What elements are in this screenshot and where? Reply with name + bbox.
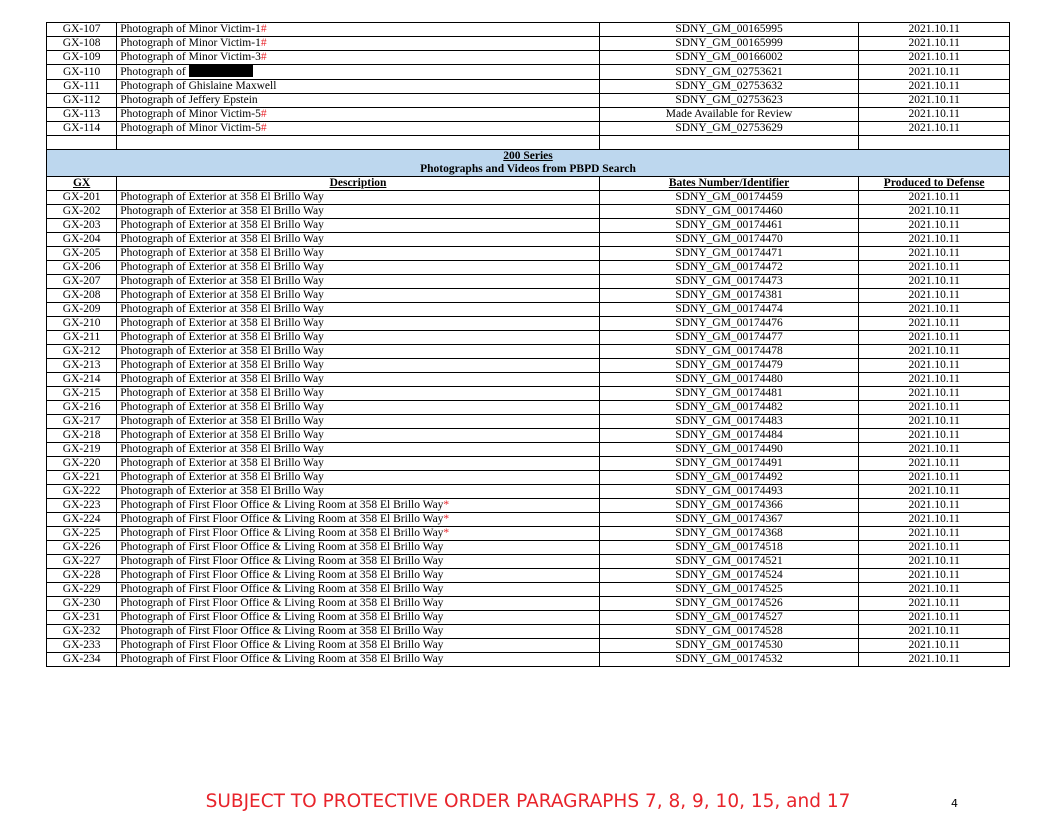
table-row: [47, 429, 1010, 443]
exhibit-number: GX-232: [47, 625, 117, 639]
exhibit-number: GX-221: [47, 471, 117, 485]
exhibit-description: [117, 555, 600, 569]
table-row: [47, 373, 1010, 387]
exhibit-number: GX-210: [47, 317, 117, 331]
description-text: Photograph of Exterior at 358 El Brillo Way: [120, 345, 324, 357]
exhibit-number: GX-227: [47, 555, 117, 569]
bates-number: SDNY_GM_00174477: [599, 331, 859, 345]
produced-date: 2021.10.11: [859, 122, 1010, 136]
exhibit-description: [117, 541, 600, 555]
description-text: Photograph of First Floor Office & Living Room at 358 El Brillo Way: [120, 569, 444, 581]
produced-date: 2021.10.11: [859, 597, 1010, 611]
table-row: [47, 387, 1010, 401]
description-text: Photograph of Exterior at 358 El Brillo Way: [120, 415, 324, 427]
table-row: [47, 569, 1010, 583]
exhibit-number: GX-113: [47, 108, 117, 122]
produced-date: 2021.10.11: [859, 443, 1010, 457]
description-text: Photograph of Exterior at 358 El Brillo Way: [120, 401, 324, 413]
table-row: [47, 611, 1010, 625]
table-row: [47, 625, 1010, 639]
description-text: Photograph of Minor Victim-1: [120, 23, 261, 35]
produced-date: 2021.10.11: [859, 359, 1010, 373]
exhibit-description: [117, 289, 600, 303]
table-row: [47, 345, 1010, 359]
description-text: Photograph of Exterior at 358 El Brillo Way: [120, 485, 324, 497]
bates-number: SDNY_GM_02753621: [599, 65, 859, 80]
description-text: Photograph of Exterior at 358 El Brillo Way: [120, 289, 324, 301]
bates-number: SDNY_GM_00174476: [599, 317, 859, 331]
exhibit-description: [117, 122, 600, 136]
produced-date: 2021.10.11: [859, 247, 1010, 261]
bates-number: SDNY_GM_00174490: [599, 443, 859, 457]
annotation-mark: *: [443, 513, 450, 525]
produced-date: 2021.10.11: [859, 569, 1010, 583]
table-row: [47, 527, 1010, 541]
exhibit-description: [117, 261, 600, 275]
table-row: [47, 219, 1010, 233]
col-header-description: Description: [117, 177, 600, 191]
exhibit-description: [117, 639, 600, 653]
bates-number: SDNY_GM_00174473: [599, 275, 859, 289]
description-text: Photograph of First Floor Office & Living Room at 358 El Brillo Way: [120, 625, 444, 637]
bates-number: SDNY_GM_00174482: [599, 401, 859, 415]
col-header-produced: Produced to Defense: [859, 177, 1010, 191]
exhibit-description: [117, 65, 600, 80]
produced-date: 2021.10.11: [859, 429, 1010, 443]
description-text: Photograph of First Floor Office & Living Room at 358 El Brillo Way: [120, 541, 444, 553]
exhibit-description: [117, 51, 600, 65]
description-text: Photograph of Exterior at 358 El Brillo Way: [120, 317, 324, 329]
column-header-row: [47, 177, 1010, 191]
table-row: [47, 37, 1010, 51]
exhibit-description: [117, 625, 600, 639]
description-text: Photograph of Exterior at 358 El Brillo Way: [120, 205, 324, 217]
table-row: [47, 513, 1010, 527]
table-row: [47, 555, 1010, 569]
blank-separator: [47, 136, 1010, 150]
exhibit-description: [117, 359, 600, 373]
table-row: [47, 94, 1010, 108]
produced-date: 2021.10.11: [859, 303, 1010, 317]
exhibit-description: [117, 485, 600, 499]
exhibit-number: GX-214: [47, 373, 117, 387]
annotation-mark: #: [260, 51, 267, 63]
table-row: [47, 51, 1010, 65]
produced-date: 2021.10.11: [859, 205, 1010, 219]
annotation-mark: #: [260, 23, 267, 35]
blank-row: [47, 136, 1010, 150]
table-row: [47, 65, 1010, 80]
exhibit-number: GX-219: [47, 443, 117, 457]
description-text: Photograph of Minor Victim-5: [120, 108, 261, 120]
bates-number: SDNY_GM_00174484: [599, 429, 859, 443]
bates-number: SDNY_GM_00174368: [599, 527, 859, 541]
table-row: [47, 359, 1010, 373]
produced-date: 2021.10.11: [859, 583, 1010, 597]
description-text: Photograph of First Floor Office & Living Room at 358 El Brillo Way: [120, 611, 444, 623]
annotation-mark: *: [443, 499, 450, 511]
exhibit-number: GX-223: [47, 499, 117, 513]
produced-date: 2021.10.11: [859, 65, 1010, 80]
table-row: [47, 457, 1010, 471]
exhibit-description: [117, 345, 600, 359]
bates-number: SDNY_GM_00174525: [599, 583, 859, 597]
exhibit-description: [117, 443, 600, 457]
produced-date: 2021.10.11: [859, 485, 1010, 499]
bates-number: SDNY_GM_00174366: [599, 499, 859, 513]
col-header-gx: GX: [47, 177, 117, 191]
table-row: [47, 401, 1010, 415]
table-row: [47, 331, 1010, 345]
produced-date: 2021.10.11: [859, 94, 1010, 108]
description-text: Photograph of First Floor Office & Living Room at 358 El Brillo Way: [120, 513, 444, 525]
exhibit-description: [117, 317, 600, 331]
bates-number: SDNY_GM_00174532: [599, 653, 859, 667]
exhibit-description: [117, 415, 600, 429]
description-text: Photograph of Exterior at 358 El Brillo Way: [120, 373, 324, 385]
exhibit-number: GX-110: [47, 65, 117, 80]
bates-number: SDNY_GM_00174459: [599, 191, 859, 205]
produced-date: 2021.10.11: [859, 261, 1010, 275]
top-rows: [47, 23, 1010, 136]
produced-date: 2021.10.11: [859, 373, 1010, 387]
produced-date: 2021.10.11: [859, 219, 1010, 233]
exhibit-number: GX-234: [47, 653, 117, 667]
exhibit-description: [117, 247, 600, 261]
description-text: Photograph of Exterior at 358 El Brillo Way: [120, 275, 324, 287]
table-row: [47, 499, 1010, 513]
description-text: Photograph of Exterior at 358 El Brillo Way: [120, 247, 324, 259]
exhibit-description: [117, 457, 600, 471]
bates-number: Made Available for Review: [599, 108, 859, 122]
table-row: [47, 233, 1010, 247]
description-text: Photograph of First Floor Office & Living Room at 358 El Brillo Way: [120, 555, 444, 567]
exhibit-number: GX-213: [47, 359, 117, 373]
description-text: Photograph of First Floor Office & Living Room at 358 El Brillo Way: [120, 639, 444, 651]
series-subtitle: Photographs and Videos from PBPD Search: [420, 163, 636, 175]
bates-number: SDNY_GM_00174478: [599, 345, 859, 359]
exhibit-number: GX-211: [47, 331, 117, 345]
bates-number: SDNY_GM_00174528: [599, 625, 859, 639]
exhibit-number: GX-224: [47, 513, 117, 527]
exhibit-list-table: [46, 22, 1010, 667]
exhibit-number: GX-111: [47, 80, 117, 94]
bates-number: SDNY_GM_00174530: [599, 639, 859, 653]
table-row: [47, 485, 1010, 499]
produced-date: 2021.10.11: [859, 415, 1010, 429]
table-row: [47, 471, 1010, 485]
exhibit-description: [117, 429, 600, 443]
exhibit-description: [117, 597, 600, 611]
description-text: Photograph of First Floor Office & Living Room at 358 El Brillo Way: [120, 653, 444, 665]
bates-number: SDNY_GM_00174472: [599, 261, 859, 275]
table-row: [47, 261, 1010, 275]
exhibit-number: GX-208: [47, 289, 117, 303]
produced-date: 2021.10.11: [859, 471, 1010, 485]
redaction-box: [189, 65, 253, 77]
bates-number: SDNY_GM_00174483: [599, 415, 859, 429]
description-text: Photograph of Minor Victim-1: [120, 37, 261, 49]
exhibit-number: GX-108: [47, 37, 117, 51]
exhibit-description: [117, 108, 600, 122]
description-text: Photograph of First Floor Office & Living Room at 358 El Brillo Way: [120, 583, 444, 595]
bates-number: SDNY_GM_00174524: [599, 569, 859, 583]
exhibit-description: [117, 513, 600, 527]
table-row: [47, 247, 1010, 261]
exhibit-number: GX-229: [47, 583, 117, 597]
produced-date: 2021.10.11: [859, 625, 1010, 639]
bates-number: SDNY_GM_02753623: [599, 94, 859, 108]
annotation-mark: #: [260, 122, 267, 134]
exhibit-number: GX-201: [47, 191, 117, 205]
produced-date: 2021.10.11: [859, 233, 1010, 247]
produced-date: 2021.10.11: [859, 191, 1010, 205]
bates-number: SDNY_GM_00174526: [599, 597, 859, 611]
description-text: Photograph of Ghislaine Maxwell: [120, 80, 277, 92]
bates-number: SDNY_GM_00174481: [599, 387, 859, 401]
bates-number: SDNY_GM_02753632: [599, 80, 859, 94]
produced-date: 2021.10.11: [859, 289, 1010, 303]
table-row: [47, 415, 1010, 429]
exhibit-number: GX-207: [47, 275, 117, 289]
table-row: [47, 317, 1010, 331]
description-text: Photograph of Jeffery Epstein: [120, 94, 258, 106]
exhibit-number: GX-204: [47, 233, 117, 247]
description-text: Photograph of Exterior at 358 El Brillo Way: [120, 191, 324, 203]
description-text: Photograph of Minor Victim-5: [120, 122, 261, 134]
series-header: [47, 150, 1010, 191]
bates-number: SDNY_GM_00174460: [599, 205, 859, 219]
produced-date: 2021.10.11: [859, 345, 1010, 359]
annotation-mark: #: [260, 37, 267, 49]
description-text: Photograph of Exterior at 358 El Brillo Way: [120, 471, 324, 483]
bates-number: SDNY_GM_00174480: [599, 373, 859, 387]
exhibit-number: GX-230: [47, 597, 117, 611]
table-row: [47, 23, 1010, 37]
table-row: [47, 443, 1010, 457]
exhibit-description: [117, 401, 600, 415]
bates-number: SDNY_GM_00174479: [599, 359, 859, 373]
produced-date: 2021.10.11: [859, 401, 1010, 415]
produced-date: 2021.10.11: [859, 51, 1010, 65]
exhibit-description: [117, 191, 600, 205]
description-text: Photograph of First Floor Office & Living Room at 358 El Brillo Way: [120, 527, 444, 539]
exhibit-description: [117, 94, 600, 108]
protective-order-notice: SUBJECT TO PROTECTIVE ORDER PARAGRAPHS 7, 8, 9, 10, 15, and 17: [205, 791, 851, 812]
table-row: [47, 275, 1010, 289]
produced-date: 2021.10.11: [859, 457, 1010, 471]
description-text: Photograph of Exterior at 358 El Brillo Way: [120, 219, 324, 231]
description-text: Photograph of Exterior at 358 El Brillo Way: [120, 359, 324, 371]
exhibit-number: GX-114: [47, 122, 117, 136]
exhibit-number: GX-225: [47, 527, 117, 541]
exhibit-description: [117, 219, 600, 233]
bates-number: SDNY_GM_00174471: [599, 247, 859, 261]
col-header-bates: Bates Number/Identifier: [599, 177, 859, 191]
exhibit-number: GX-212: [47, 345, 117, 359]
exhibit-number: GX-203: [47, 219, 117, 233]
exhibit-number: GX-215: [47, 387, 117, 401]
produced-date: 2021.10.11: [859, 611, 1010, 625]
series-rows: [47, 191, 1010, 667]
table-row: [47, 639, 1010, 653]
description-text: Photograph of Exterior at 358 El Brillo Way: [120, 429, 324, 441]
table-row: [47, 122, 1010, 136]
exhibit-description: [117, 205, 600, 219]
description-text: Photograph of Minor Victim-3: [120, 51, 261, 63]
exhibit-number: GX-222: [47, 485, 117, 499]
exhibit-description: [117, 527, 600, 541]
exhibit-number: GX-218: [47, 429, 117, 443]
bates-number: SDNY_GM_00174381: [599, 289, 859, 303]
annotation-mark: #: [260, 108, 267, 120]
exhibit-number: GX-231: [47, 611, 117, 625]
produced-date: 2021.10.11: [859, 37, 1010, 51]
bates-number: SDNY_GM_00174470: [599, 233, 859, 247]
bates-number: SDNY_GM_00165999: [599, 37, 859, 51]
bates-number: SDNY_GM_00174474: [599, 303, 859, 317]
table-row: [47, 80, 1010, 94]
produced-date: 2021.10.11: [859, 499, 1010, 513]
produced-date: 2021.10.11: [859, 639, 1010, 653]
bates-number: SDNY_GM_00174527: [599, 611, 859, 625]
description-text: Photograph of Exterior at 358 El Brillo Way: [120, 233, 324, 245]
table-row: [47, 653, 1010, 667]
exhibit-number: GX-205: [47, 247, 117, 261]
bates-number: SDNY_GM_00174521: [599, 555, 859, 569]
exhibit-number: GX-226: [47, 541, 117, 555]
produced-date: 2021.10.11: [859, 331, 1010, 345]
table-row: [47, 191, 1010, 205]
description-text: Photograph of Exterior at 358 El Brillo Way: [120, 457, 324, 469]
exhibit-description: [117, 373, 600, 387]
description-text: Photograph of Exterior at 358 El Brillo Way: [120, 261, 324, 273]
table-row: [47, 597, 1010, 611]
exhibit-number: GX-107: [47, 23, 117, 37]
description-text: Photograph of First Floor Office & Living Room at 358 El Brillo Way: [120, 499, 444, 511]
bates-number: SDNY_GM_00174491: [599, 457, 859, 471]
produced-date: 2021.10.11: [859, 555, 1010, 569]
exhibit-description: [117, 37, 600, 51]
produced-date: 2021.10.11: [859, 387, 1010, 401]
exhibit-number: GX-202: [47, 205, 117, 219]
bates-number: SDNY_GM_00174492: [599, 471, 859, 485]
exhibit-description: [117, 653, 600, 667]
bates-number: SDNY_GM_02753629: [599, 122, 859, 136]
description-text: Photograph of Exterior at 358 El Brillo Way: [120, 387, 324, 399]
exhibit-description: [117, 583, 600, 597]
exhibit-number: GX-216: [47, 401, 117, 415]
exhibit-number: GX-206: [47, 261, 117, 275]
table-row: [47, 583, 1010, 597]
bates-number: SDNY_GM_00174518: [599, 541, 859, 555]
produced-date: 2021.10.11: [859, 275, 1010, 289]
bates-number: SDNY_GM_00166002: [599, 51, 859, 65]
bates-number: SDNY_GM_00174461: [599, 219, 859, 233]
table-row: [47, 541, 1010, 555]
exhibit-number: GX-220: [47, 457, 117, 471]
produced-date: 2021.10.11: [859, 108, 1010, 122]
exhibit-description: [117, 303, 600, 317]
bates-number: SDNY_GM_00174493: [599, 485, 859, 499]
table-row: [47, 303, 1010, 317]
description-text: Photograph of Exterior at 358 El Brillo Way: [120, 443, 324, 455]
exhibit-description: [117, 471, 600, 485]
exhibit-number: GX-233: [47, 639, 117, 653]
exhibit-number: GX-217: [47, 415, 117, 429]
table-row: [47, 289, 1010, 303]
table-row: [47, 108, 1010, 122]
description-text: Photograph of Exterior at 358 El Brillo Way: [120, 331, 324, 343]
produced-date: 2021.10.11: [859, 317, 1010, 331]
exhibit-description: [117, 331, 600, 345]
produced-date: 2021.10.11: [859, 527, 1010, 541]
exhibit-number: GX-209: [47, 303, 117, 317]
description-text: Photograph of Exterior at 358 El Brillo Way: [120, 303, 324, 315]
description-text: Photograph of First Floor Office & Living Room at 358 El Brillo Way: [120, 597, 444, 609]
produced-date: 2021.10.11: [859, 80, 1010, 94]
produced-date: 2021.10.11: [859, 541, 1010, 555]
series-band: [47, 150, 1010, 177]
page-number: 4: [951, 797, 958, 810]
exhibit-description: [117, 23, 600, 37]
exhibit-description: [117, 499, 600, 513]
produced-date: 2021.10.11: [859, 23, 1010, 37]
produced-date: 2021.10.11: [859, 513, 1010, 527]
exhibit-number: GX-112: [47, 94, 117, 108]
exhibit-description: [117, 275, 600, 289]
exhibit-number: GX-228: [47, 569, 117, 583]
exhibit-description: [117, 80, 600, 94]
produced-date: 2021.10.11: [859, 653, 1010, 667]
exhibit-description: [117, 569, 600, 583]
table-row: [47, 205, 1010, 219]
bates-number: SDNY_GM_00174367: [599, 513, 859, 527]
description-text: Photograph of: [120, 66, 186, 78]
bates-number: SDNY_GM_00165995: [599, 23, 859, 37]
exhibit-description: [117, 387, 600, 401]
exhibit-description: [117, 233, 600, 247]
series-name: 200 Series: [503, 150, 553, 162]
annotation-mark: *: [443, 527, 450, 539]
exhibit-description: [117, 611, 600, 625]
exhibit-number: GX-109: [47, 51, 117, 65]
